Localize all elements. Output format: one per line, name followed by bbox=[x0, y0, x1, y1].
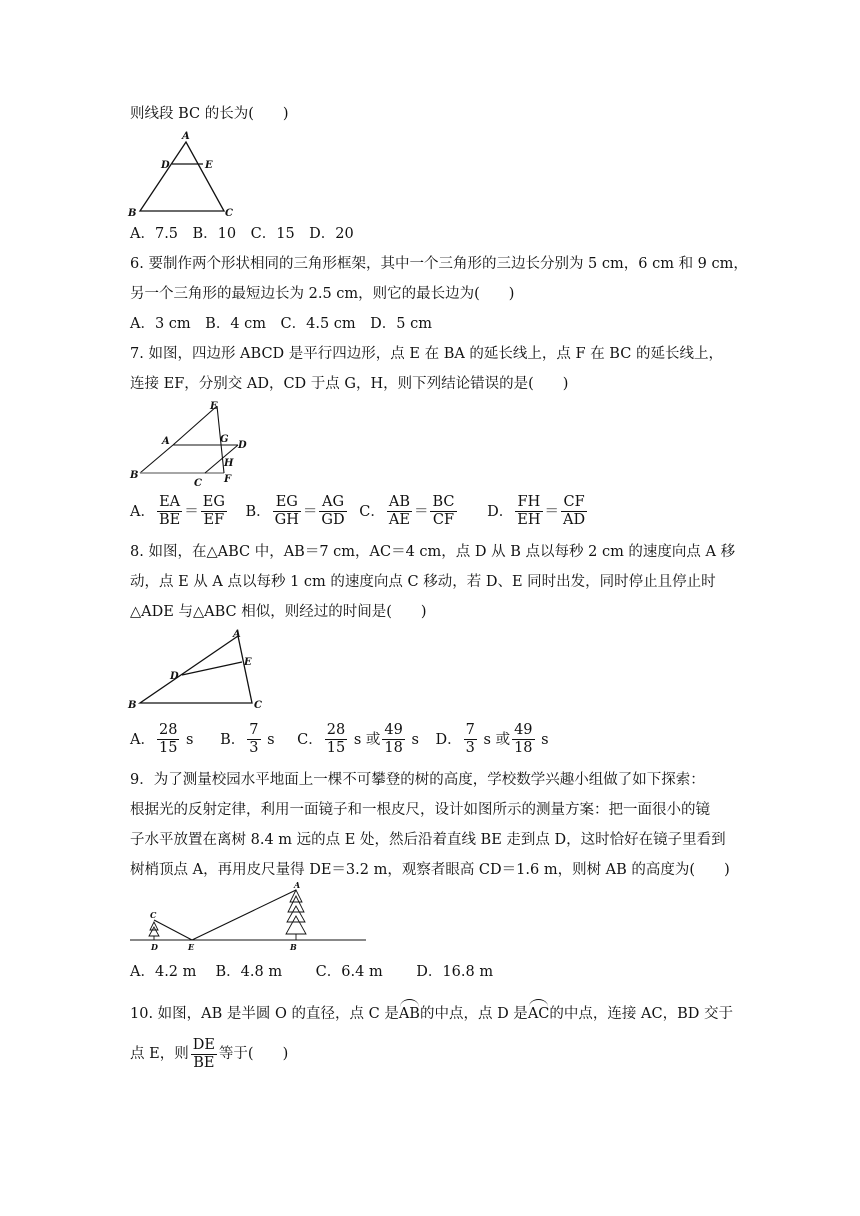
q7-label-c: C bbox=[194, 478, 202, 489]
q8-opt-d: D． $\frac{7}{3}$ s 或 $\frac{49}{18}$ s bbox=[435, 722, 549, 756]
q8-opt-a: A． $\frac{28}{15}$ s bbox=[130, 722, 194, 756]
q7-opt-c: C． $\frac{AB}{AE}$ ＝ $\frac{BC}{CF}$ bbox=[359, 494, 455, 528]
q9-line2: 根据光的反射定律，利用一面镜子和一根皮尺，设计如图所示的测量方案：把一面很小的镜 bbox=[130, 802, 710, 818]
q7-options bbox=[130, 494, 589, 529]
q5-label-c: C bbox=[225, 208, 233, 219]
q10-arc-ac: AC bbox=[527, 1006, 550, 1022]
q7-label-a: A bbox=[162, 436, 170, 447]
q5-label-a: A bbox=[182, 131, 190, 142]
q9-label-e: E bbox=[188, 942, 195, 952]
q7-label-d: D bbox=[238, 440, 247, 451]
q8-label-a: A bbox=[233, 629, 241, 640]
q5-options: A．7.5 B．10 C．15 D．20 bbox=[130, 226, 354, 242]
q8-triangle-figure bbox=[128, 628, 278, 710]
q7-opt-d: D． $\frac{FH}{EH}$ ＝ $\frac{CF}{AD}$ bbox=[487, 494, 586, 528]
q9-label-c: C bbox=[150, 910, 157, 920]
q7-line1: 7. 如图，四边形 ABCD 是平行四边形，点 E 在 BA 的延长线上，点 F 在 BC 的延长线上， bbox=[130, 346, 723, 362]
q9-label-b: B bbox=[290, 942, 297, 952]
q9-label-a: A bbox=[294, 880, 301, 890]
q8-label-c: C bbox=[254, 700, 262, 711]
q8-line3: △ADE 与△ABC 相似，则经过的时间是( ) bbox=[130, 604, 427, 620]
q9-line1: 9．为了测量校园水平地面上一棵不可攀登的树的高度，学校数学兴趣小组做了如下探索： bbox=[130, 772, 705, 788]
q9-mirror-figure bbox=[128, 880, 368, 956]
q10-line1: 10. 如图，AB 是半圆 O 的直径，点 C 是AB的中点，点 D 是AC的中点，连接 AC，BD 交于 bbox=[130, 1006, 733, 1022]
q7-label-g: G bbox=[220, 434, 229, 445]
q10-fraction: $\frac{DE}{BE}$ bbox=[192, 1036, 215, 1071]
q10-arc-ab: AB bbox=[398, 1006, 420, 1022]
q6-line1: 6. 要制作两个形状相同的三角形框架，其中一个三角形的三边长分别为 5 cm，6 cm 和 9 cm， bbox=[130, 256, 748, 272]
q7-parallelogram-figure bbox=[128, 400, 268, 488]
q8-label-b: B bbox=[128, 700, 137, 711]
q8-label-e: E bbox=[244, 657, 252, 668]
q9-options: A．4.2 m B．4.8 m C．6.4 m D．16.8 m bbox=[130, 964, 494, 980]
q7-opt-a: A． $\frac{EA}{BE}$ ＝ $\frac{EG}{EF}$ bbox=[130, 494, 225, 528]
q5-stem-end: 则线段 BC 的长为( ) bbox=[130, 106, 289, 122]
q5-label-d: D bbox=[161, 160, 170, 171]
q6-options: A．3 cm B．4 cm C．4.5 cm D．5 cm bbox=[130, 316, 433, 332]
q6-line2: 另一个三角形的最短边长为 2.5 cm，则它的最长边为( ) bbox=[130, 286, 515, 302]
q8-line1: 8. 如图，在△ABC 中，AB＝7 cm，AC＝4 cm，点 D 从 B 点以每秒 2 cm 的速度向点 A 移 bbox=[130, 544, 736, 560]
q7-line2: 连接 EF，分别交 AD，CD 于点 G，H，则下列结论错误的是( ) bbox=[130, 376, 569, 392]
q8-options bbox=[130, 722, 549, 757]
q9-line4: 树梢顶点 A，再用皮尺量得 DE＝3.2 m，观察者眼高 CD＝1.6 m，则树 AB 的高度为( ) bbox=[130, 862, 730, 878]
q8-opt-b: B． $\frac{7}{3}$ s bbox=[220, 722, 275, 756]
q7-opt-b: B． $\frac{EG}{GH}$ ＝ $\frac{AG}{GD}$ bbox=[245, 494, 345, 528]
q5-label-b: B bbox=[128, 208, 137, 219]
q5-triangle-figure bbox=[128, 131, 238, 220]
q9-label-d: D bbox=[151, 942, 158, 952]
q7-label-f: F bbox=[224, 474, 232, 485]
q8-opt-c: C． $\frac{28}{15}$ s 或 $\frac{49}{18}$ s bbox=[297, 722, 419, 756]
q8-line2: 动，点 E 从 A 点以每秒 1 cm 的速度向点 C 移动，若 D、E 同时出发，同时停止且停止时 bbox=[130, 574, 716, 590]
q7-label-e: E bbox=[210, 401, 218, 412]
q5-label-e: E bbox=[205, 160, 213, 171]
q7-label-h: H bbox=[224, 458, 234, 469]
q10-line2: 点 E，则 $\frac{DE}{BE}$ 等于( ) bbox=[130, 1036, 289, 1071]
q8-label-d: D bbox=[170, 671, 179, 682]
q9-line3: 子水平放置在离树 8.4 m 远的点 E 处，然后沿着直线 BE 走到点 D，这时恰好在镜子里看到 bbox=[130, 832, 726, 848]
q7-label-b: B bbox=[130, 470, 139, 481]
